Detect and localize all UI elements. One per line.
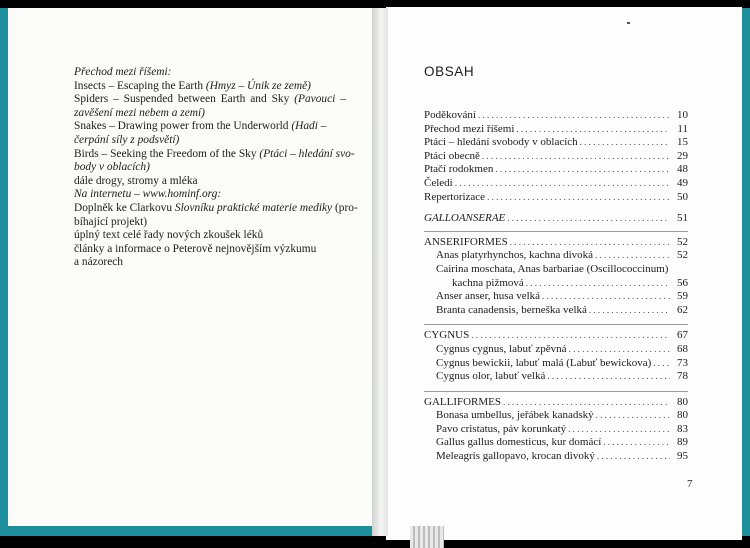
- internet-heading: Na internetu – www.hominf.org:: [74, 188, 222, 201]
- toc-entry[interactable]: kachna pižmová . . . 56: [424, 277, 688, 291]
- toc-entry[interactable]: Bonasa umbellus, jeřábek kanadský . . . 80: [424, 409, 688, 423]
- left-page-text: [74, 66, 358, 270]
- transition-heading: Přechod mezi říšemi:: [74, 66, 172, 78]
- toc-entry[interactable]: Gallus gallus domesticus, kur domácí . . . 89: [424, 436, 688, 450]
- line-drugs: dále drogy, stromy a mléka: [74, 174, 198, 187]
- toc-section-anseriformes-block: [424, 231, 688, 318]
- line-insects: Insects – Escaping the Earth (Hmyz – Únik ze země): [74, 79, 311, 92]
- toc-entry[interactable]: Cygnus olor, labuť velká . . . 78: [424, 370, 688, 384]
- toc-entry[interactable]: Cygnus bewickii, labuť malá (Labuť bewickova) . . . 73: [424, 357, 688, 371]
- line-birds: Birds – Seeking the Freedom of the Sky (Ptáci – hledání svo-: [74, 147, 355, 160]
- toc-entry[interactable]: Anas platyrhynchos, kachna divoká . . . 52: [424, 249, 688, 263]
- line-spiders: Spiders – Suspended between Earth and Sky (Pavouci –: [74, 93, 346, 106]
- toc-section-galliformes-block: [424, 391, 688, 464]
- toc-entry[interactable]: Čeledi . . . 49: [424, 177, 688, 191]
- bookmark-ribbon: [410, 526, 444, 548]
- toc-entry[interactable]: Repertorizace . . . 50: [424, 191, 688, 205]
- line-articles: články a informace o Peterově nejnovějším výzkumu: [74, 242, 317, 255]
- toc-entry[interactable]: Ptáci obecně . . . 29: [424, 150, 688, 164]
- line-clarke-cont: bíhající projekt): [74, 215, 148, 228]
- toc-section-galliformes[interactable]: GALLIFORMES . . . 80: [424, 396, 688, 410]
- toc-section-cygnus[interactable]: CYGNUS . . . 67: [424, 329, 688, 343]
- page-speck: [627, 22, 630, 24]
- toc-section-anseriformes[interactable]: ANSERIFORMES . . . 52: [424, 236, 688, 250]
- toc-entry[interactable]: Pavo cristatus, páv korunkatý . . . 83: [424, 423, 688, 437]
- toc-entry[interactable]: Meleagris gallopavo, krocan divoký . . . 95: [424, 450, 688, 464]
- toc-section-galloanserae[interactable]: GALLOANSERAE . . . 51: [424, 212, 688, 226]
- toc-entry[interactable]: Poděkování . . . 10: [424, 109, 688, 123]
- toc-entry-wrapped[interactable]: Cairina moschata, Anas barbariae (Oscillococcinum): [436, 262, 669, 275]
- line-snakes: Snakes – Drawing power from the Underworld (Hadi –: [74, 120, 327, 133]
- toc-entry[interactable]: Branta canadensis, berneška velká . . . 62: [424, 304, 688, 318]
- toc-entry[interactable]: Anser anser, husa velká . . . 59: [424, 290, 688, 304]
- line-snakes-czech: čerpání síly z podsvětí): [74, 133, 180, 146]
- toc-section-cygnus-block: [424, 324, 688, 383]
- line-spiders-czech: zavěšení mezi nebem a zemí): [74, 106, 205, 119]
- toc-entry[interactable]: Ptačí rodokmen . . . 48: [424, 163, 688, 177]
- toc-entry[interactable]: Přechod mezi říšemi . . . 11: [424, 123, 688, 137]
- page-number: 7: [687, 478, 693, 490]
- book-gutter: [372, 8, 388, 536]
- table-of-contents: [424, 64, 688, 464]
- toc-entry[interactable]: Ptáci – hledání svobody v oblacích . . . 15: [424, 136, 688, 150]
- toc-entry[interactable]: Cygnus cygnus, labuť zpěvná . . . 68: [424, 343, 688, 357]
- line-clarke: Doplněk ke Clarkovu Slovníku praktické materie mediky (pro-: [74, 201, 358, 214]
- line-articles-cont: a názorech: [74, 256, 124, 269]
- toc-title: OBSAH: [424, 64, 475, 79]
- line-fulltext: úplný text celé řady nových zkoušek léků: [74, 229, 264, 242]
- line-birds-czech: body v oblacích): [74, 161, 150, 174]
